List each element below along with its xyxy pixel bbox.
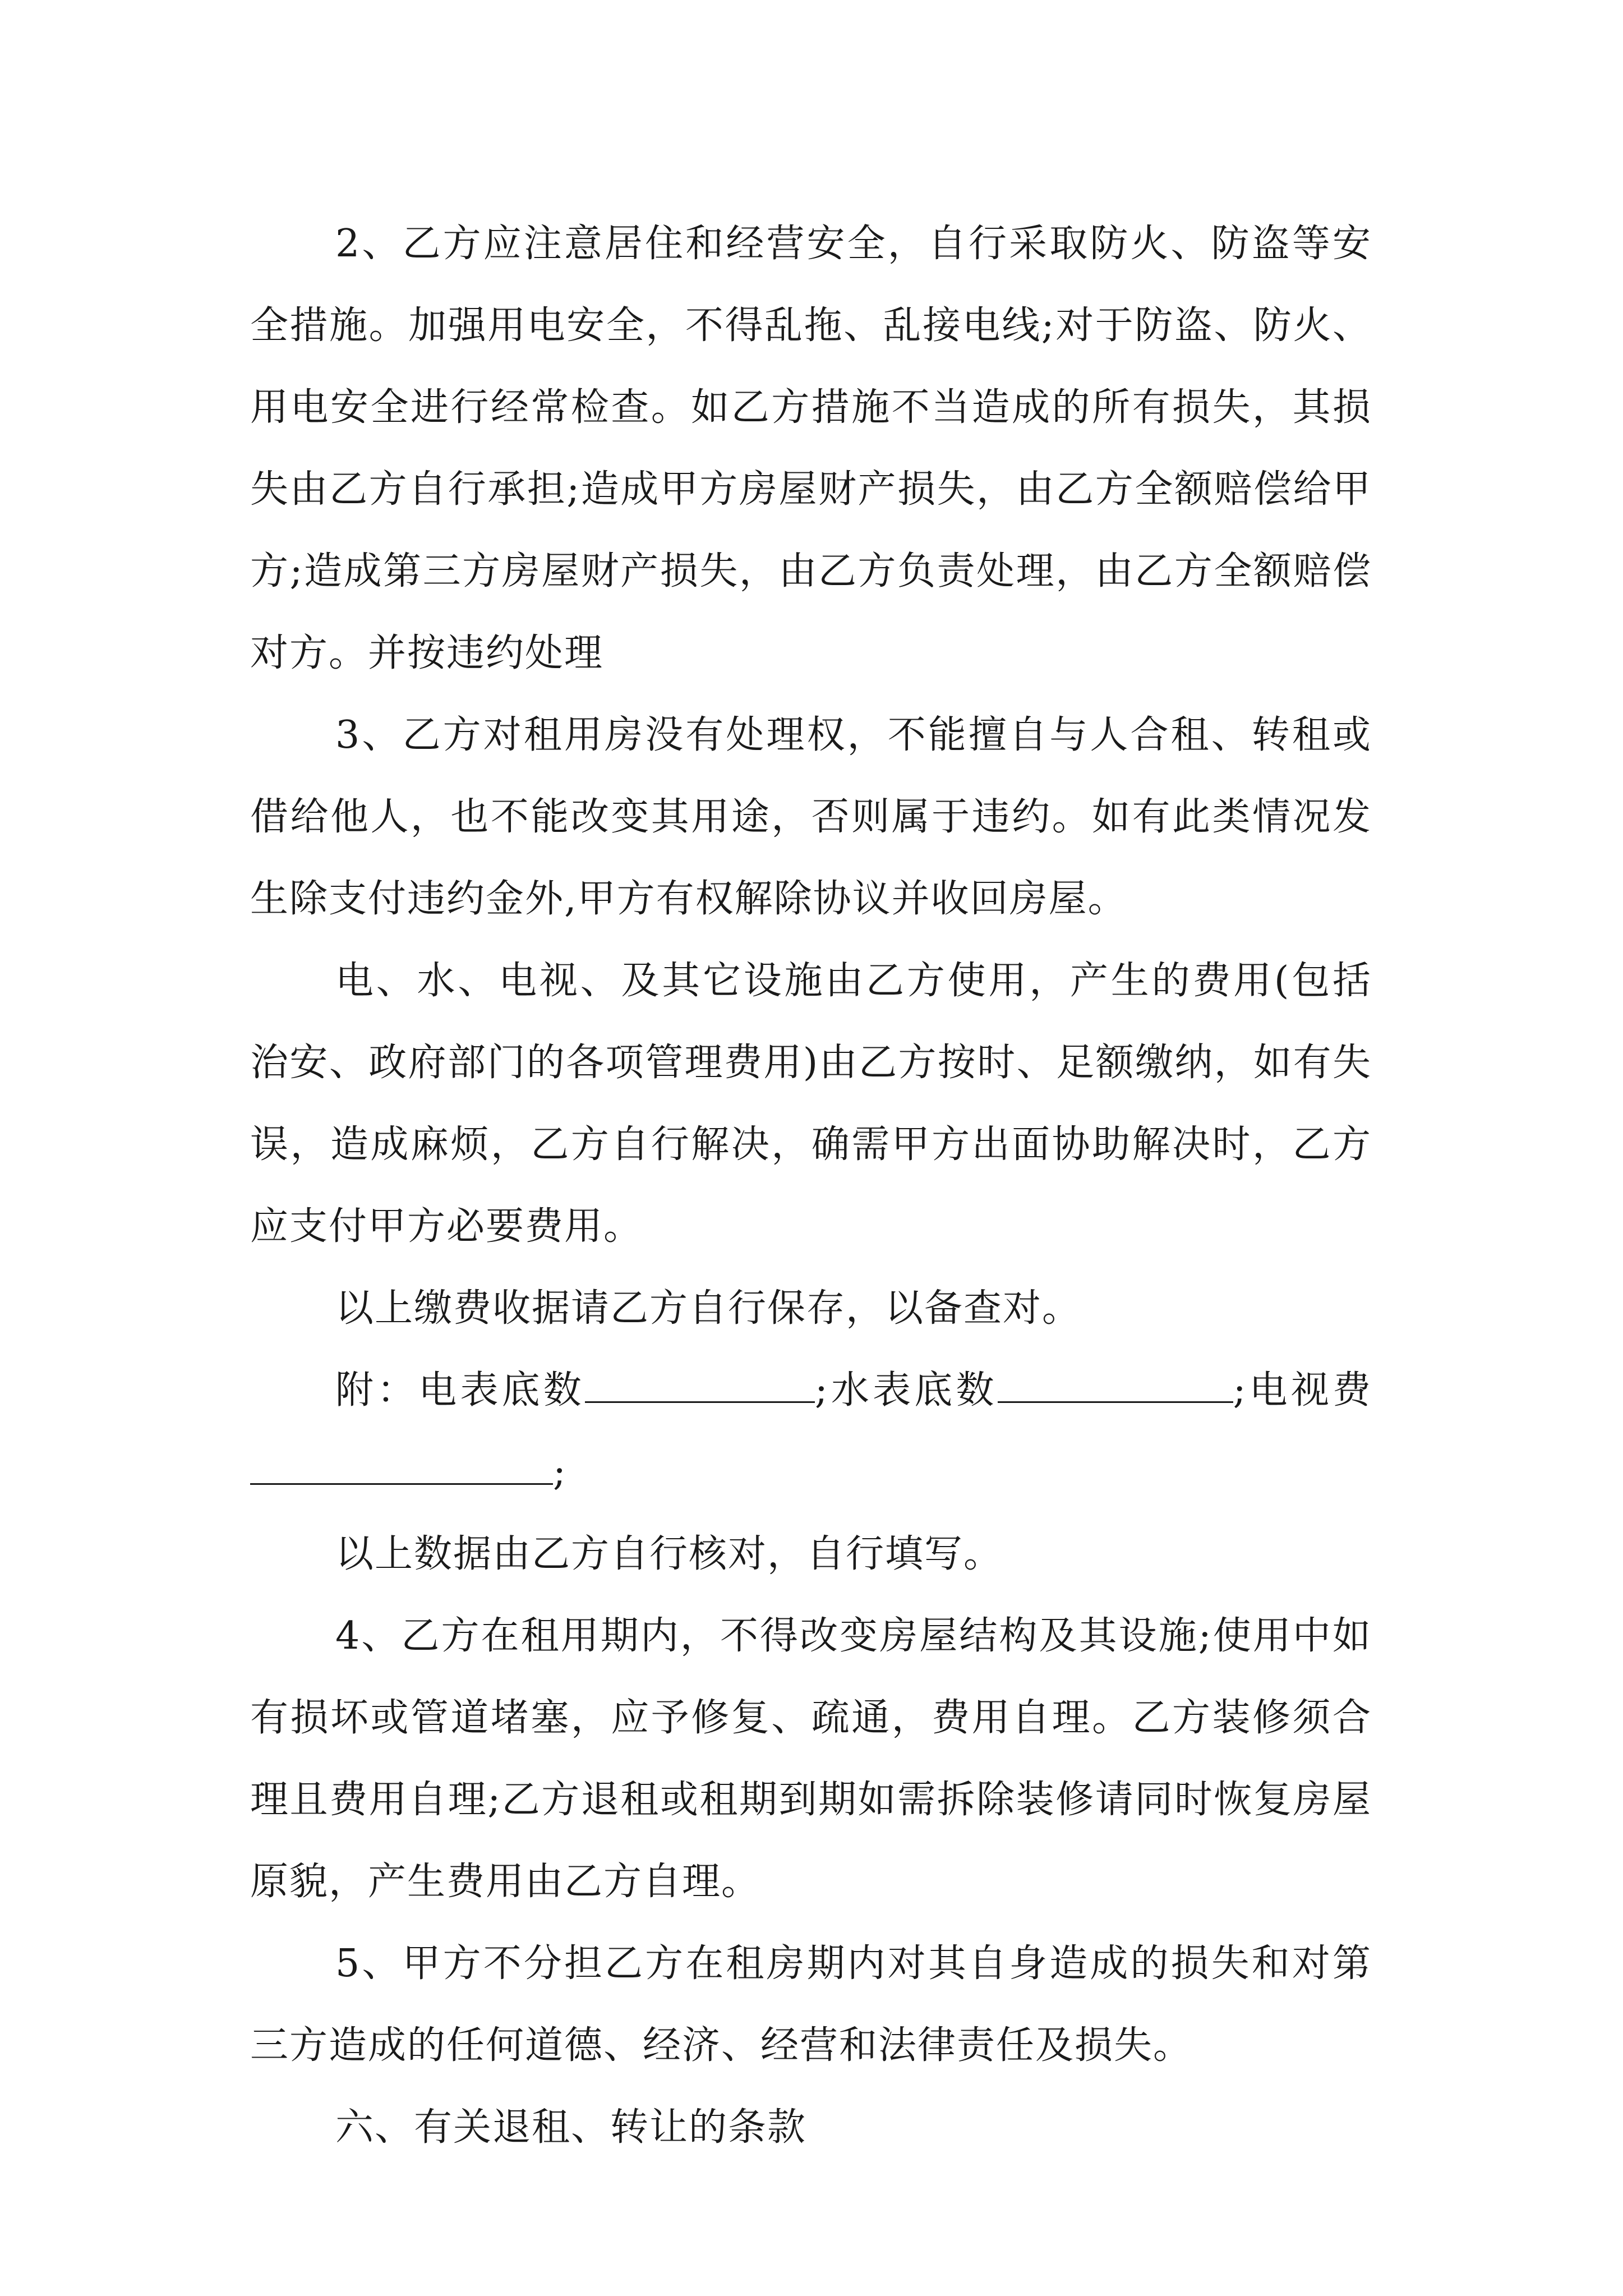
tv-fee-label: ;电视费: [1233, 1368, 1372, 1412]
meter-readings-line: [250, 1350, 1372, 1513]
clause-5-liability: 5、甲方不分担乙方在租房期内对其自身造成的损失和对第三方造成的任何道德、经济、经营和法律责任及损失。: [250, 1941, 1372, 2068]
section-6-heading: 六、有关退租、转让的条款: [335, 2105, 807, 2150]
electricity-reading-blank[interactable]: [585, 1370, 815, 1403]
utilities-fees-paragraph: 电、水、电视、及其它设施由乙方使用，产生的费用(包括治安、政府部门的各项管理费用)由乙方按时、足额缴纳，如有失误，造成麻烦，乙方自行解决，确需甲方出面协助解决时，乙方应支付甲方必要费用。: [250, 959, 1372, 1249]
clause-2-safety: 2、乙方应注意居住和经营安全，自行采取防火、防盗等安全措施。加强用电安全，不得乱拖、乱接电线;对于防盗、防火、用电安全进行经常检查。如乙方措施不当造成的所有损失，其损失由乙方自行承担;造成甲方房屋财产损失，由乙方全额赔偿给甲方;造成第三方房屋财产损失，由乙方负责处理，由乙方全额赔偿对方。并按违约处理: [250, 222, 1372, 675]
data-verification-note: 以上数据由乙方自行核对，自行填写。: [335, 1532, 1003, 1576]
tv-fee-blank[interactable]: [250, 1452, 553, 1485]
document-body: [250, 203, 1372, 2169]
meter-readings-prefix: 附：电表底数: [335, 1368, 585, 1412]
water-reading-label: ;水表底数: [814, 1368, 998, 1412]
receipts-note: 以上缴费收据请乙方自行保存，以备查对。: [335, 1286, 1082, 1331]
clause-3-disposal-rights: 3、乙方对租用房没有处理权，不能擅自与人合租、转租或借给他人，也不能改变其用途，否则属于违约。如有此类情况发生除支付违约金外,甲方有权解除协议并收回房屋。: [250, 713, 1372, 921]
clause-4-structure: 4、乙方在租用期内，不得改变房屋结构及其设施;使用中如有损坏或管道堵塞，应予修复、疏通，费用自理。乙方装修须合理且费用自理;乙方退租或租期到期如需拆除装修请同时恢复房屋原貌，产生费用由乙方自理。: [250, 1614, 1372, 1904]
water-reading-blank[interactable]: [998, 1370, 1233, 1403]
meter-readings-end: ;: [553, 1450, 567, 1494]
